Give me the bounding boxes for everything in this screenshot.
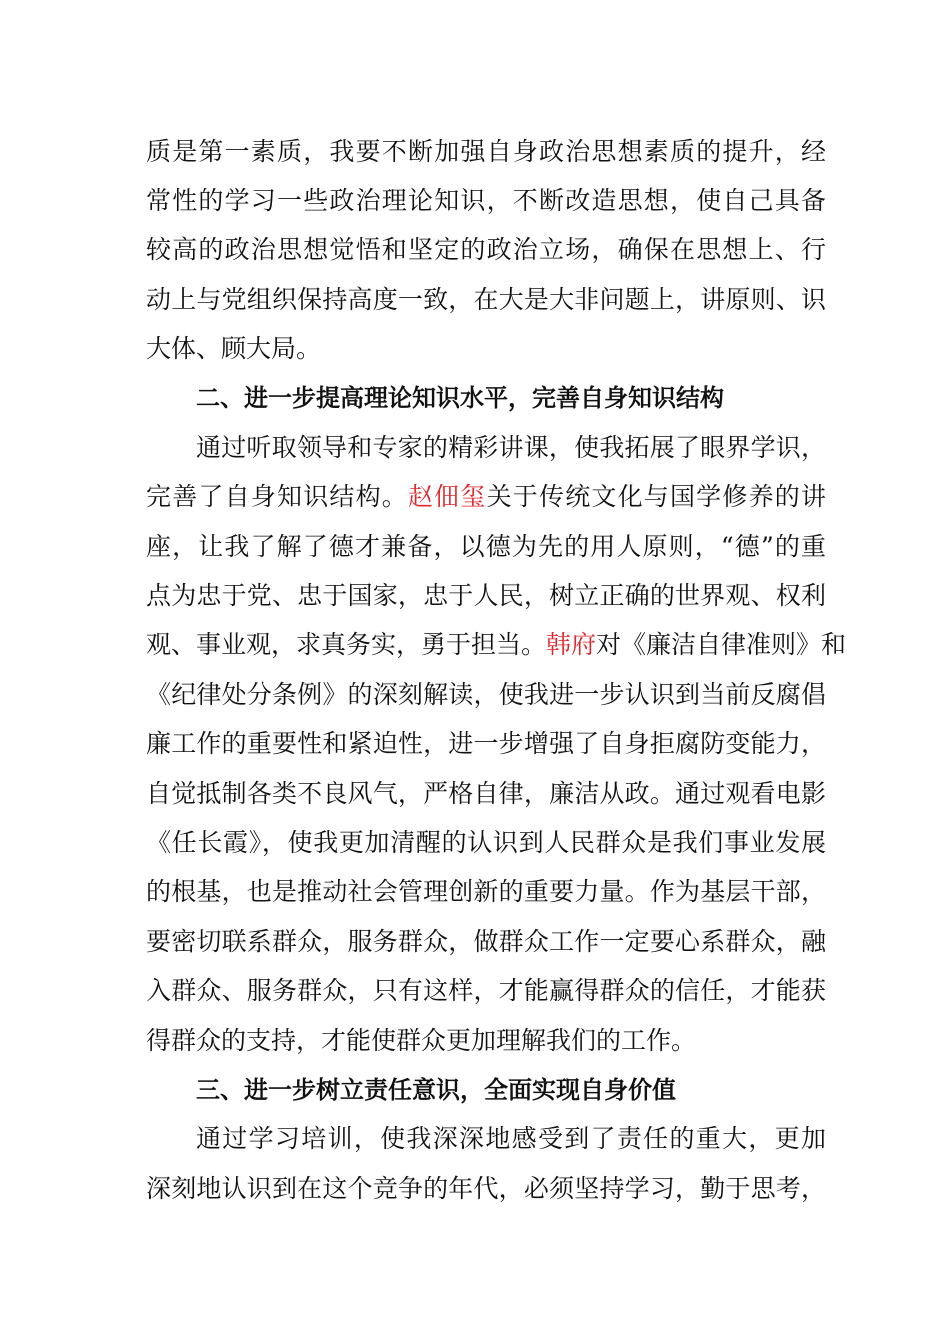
body-line: 的根基，也是推动社会管理创新的重要力量。作为基层干部， <box>146 877 826 906</box>
section-heading-2: 二、进一步提高理论知识水平，完善自身知识结构 <box>196 384 724 412</box>
line-text: 完善了自身知识结构。 <box>146 482 408 511</box>
body-line: 常性的学习一些政治理论知识，不断改造思想，使自己具备 <box>146 186 826 215</box>
body-line: 廉工作的重要性和紧迫性，进一步增强了自身拒腐防变能力， <box>146 729 826 758</box>
body-line: 得群众的支持，才能使群众更加理解我们的工作。 <box>146 1026 697 1055</box>
body-line: 要密切联系群众，服务群众，做群众工作一定要心系群众，融 <box>146 927 826 956</box>
body-line: 《纪律处分条例》的深刻解读，使我进一步认识到当前反腐倡 <box>146 680 826 709</box>
body-line-with-name <box>146 625 847 665</box>
line-text: 观、事业观，求真务实，勇于担当。 <box>146 630 547 659</box>
body-line: 深刻地认识到在这个竞争的年代，必须坚持学习，勤于思考， <box>146 1174 826 1203</box>
highlighted-name: 赵佃玺 <box>407 482 487 511</box>
body-line: 座，让我了解了德才兼备，以德为先的用人原则，“德”的重 <box>146 532 826 561</box>
body-line: 大体、顾大局。 <box>146 334 322 363</box>
body-line: 质是第一素质，我要不断加强自身政治思想素质的提升，经 <box>146 137 826 166</box>
body-line: 动上与党组织保持高度一致，在大是大非问题上，讲原则、识 <box>146 285 826 314</box>
body-line: 《任长霞》，使我更加清醒的认识到人民群众是我们事业发展 <box>146 828 826 857</box>
body-line: 自觉抵制各类不良风气，严格自律，廉洁从政。通过观看电影 <box>146 779 826 808</box>
paragraph-first-line: 通过听取领导和专家的精彩讲课，使我拓展了眼界学识， <box>196 433 826 462</box>
line-text: 关于传统文化与国学修养的讲 <box>486 482 826 511</box>
section-heading-3: 三、进一步树立责任意识，全面实现自身价值 <box>196 1076 676 1104</box>
body-line: 较高的政治思想觉悟和坚定的政治立场，确保在思想上、行 <box>146 235 826 264</box>
line-text: 对《廉洁自律准则》和 <box>596 630 847 659</box>
paragraph-first-line: 通过学习培训，使我深深地感受到了责任的重大，更加 <box>196 1124 826 1153</box>
body-line-with-name <box>146 477 826 517</box>
body-line: 点为忠于党、忠于国家，忠于人民，树立正确的世界观、权利 <box>146 581 826 610</box>
highlighted-name: 韩府 <box>546 630 597 659</box>
body-line: 入群众、服务群众，只有这样，才能赢得群众的信任，才能获 <box>146 976 826 1005</box>
